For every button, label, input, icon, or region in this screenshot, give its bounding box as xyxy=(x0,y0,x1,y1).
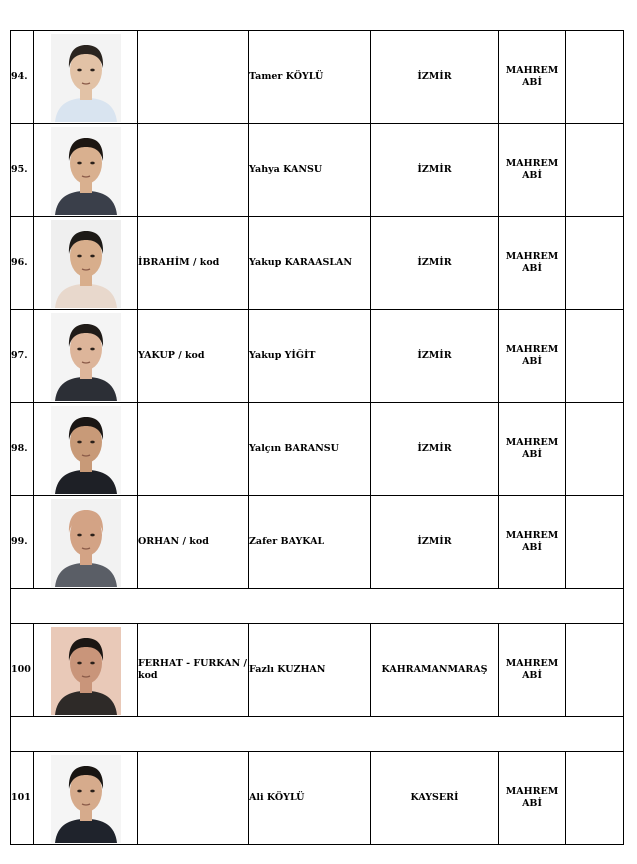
portrait-photo xyxy=(51,755,121,843)
empty-cell xyxy=(566,217,624,310)
photo-cell xyxy=(34,496,138,589)
city: KAYSERİ xyxy=(371,752,499,845)
photo-cell xyxy=(34,403,138,496)
empty-cell xyxy=(566,496,624,589)
person-name: Zafer BAYKAL xyxy=(249,496,371,589)
status-label: MAHREM ABİ xyxy=(499,31,566,124)
person-name: Fazlı KUZHAN xyxy=(249,624,371,717)
row-number: 95. xyxy=(11,124,34,217)
code-name: FERHAT - FURKAN / kod xyxy=(138,624,249,717)
code-name: YAKUP / kod xyxy=(138,310,249,403)
status-label: MAHREM ABİ xyxy=(499,624,566,717)
code-name: ORHAN / kod xyxy=(138,496,249,589)
portrait-photo xyxy=(51,627,121,715)
person-name: Yakup KARAASLAN xyxy=(249,217,371,310)
empty-cell xyxy=(566,124,624,217)
table-row xyxy=(11,624,624,717)
spacer-cell xyxy=(11,717,624,752)
person-name: Yakup YİĞİT xyxy=(249,310,371,403)
person-name: Yahya KANSU xyxy=(249,124,371,217)
roster-body xyxy=(11,31,624,845)
empty-cell xyxy=(566,403,624,496)
portrait-photo xyxy=(51,499,121,587)
row-number: 98. xyxy=(11,403,34,496)
row-number: 94. xyxy=(11,31,34,124)
code-name xyxy=(138,124,249,217)
person-name: Yalçın BARANSU xyxy=(249,403,371,496)
city: İZMİR xyxy=(371,124,499,217)
spacer-row xyxy=(11,717,624,752)
roster-table xyxy=(10,30,624,845)
spacer-cell xyxy=(11,589,624,624)
photo-cell xyxy=(34,752,138,845)
empty-cell xyxy=(566,752,624,845)
table-row xyxy=(11,124,624,217)
empty-cell xyxy=(566,31,624,124)
table-row xyxy=(11,217,624,310)
person-name: Tamer KÖYLÜ xyxy=(249,31,371,124)
city: İZMİR xyxy=(371,217,499,310)
status-label: MAHREM ABİ xyxy=(499,403,566,496)
code-name xyxy=(138,31,249,124)
city: İZMİR xyxy=(371,496,499,589)
city: KAHRAMANMARAŞ xyxy=(371,624,499,717)
photo-cell xyxy=(34,310,138,403)
person-name: Ali KÖYLÜ xyxy=(249,752,371,845)
empty-cell xyxy=(566,310,624,403)
empty-cell xyxy=(566,624,624,717)
photo-cell xyxy=(34,124,138,217)
city: İZMİR xyxy=(371,31,499,124)
status-label: MAHREM ABİ xyxy=(499,124,566,217)
portrait-photo xyxy=(51,34,121,122)
row-number: 96. xyxy=(11,217,34,310)
table-row xyxy=(11,310,624,403)
status-label: MAHREM ABİ xyxy=(499,752,566,845)
city: İZMİR xyxy=(371,310,499,403)
row-number: 99. xyxy=(11,496,34,589)
status-label: MAHREM ABİ xyxy=(499,496,566,589)
city: İZMİR xyxy=(371,403,499,496)
row-number: 97. xyxy=(11,310,34,403)
status-label: MAHREM ABİ xyxy=(499,310,566,403)
spacer-row xyxy=(11,589,624,624)
portrait-photo xyxy=(51,313,121,401)
table-row xyxy=(11,31,624,124)
portrait-photo xyxy=(51,406,121,494)
code-name: İBRAHİM / kod xyxy=(138,217,249,310)
table-row xyxy=(11,752,624,845)
photo-cell xyxy=(34,31,138,124)
photo-cell xyxy=(34,624,138,717)
portrait-photo xyxy=(51,127,121,215)
photo-cell xyxy=(34,217,138,310)
code-name xyxy=(138,403,249,496)
status-label: MAHREM ABİ xyxy=(499,217,566,310)
table-row xyxy=(11,496,624,589)
table-row xyxy=(11,403,624,496)
row-number: 101 xyxy=(11,752,34,845)
code-name xyxy=(138,752,249,845)
portrait-photo xyxy=(51,220,121,308)
row-number: 100 xyxy=(11,624,34,717)
